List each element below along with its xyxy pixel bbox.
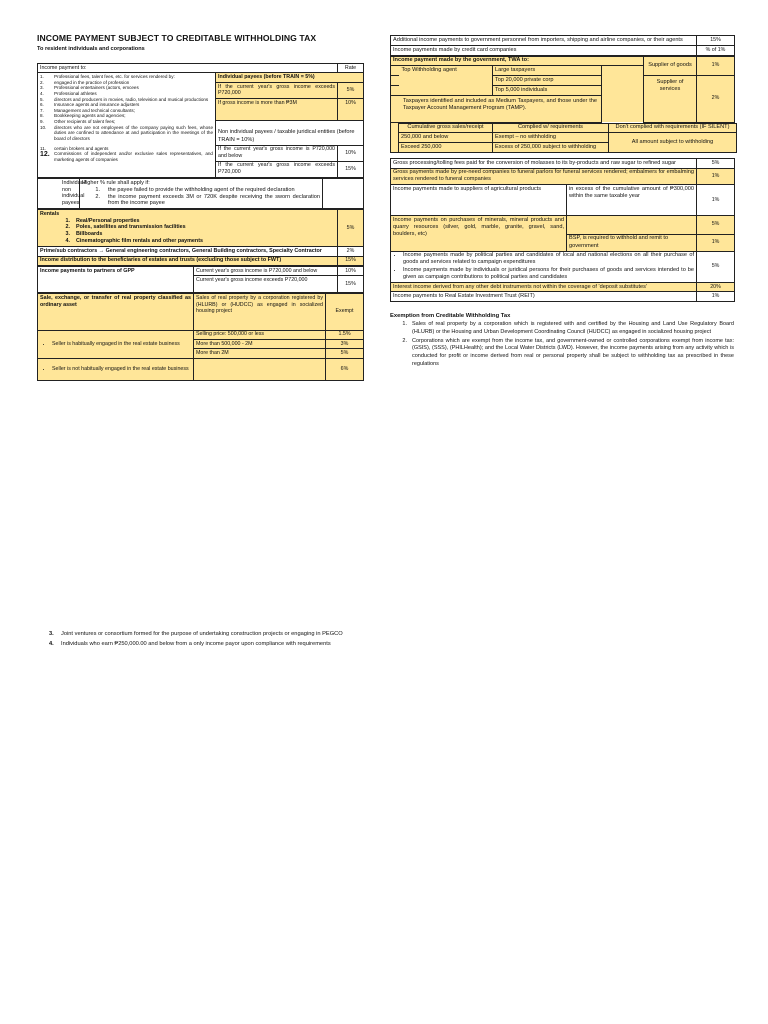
- exemption-number: 2.: [402, 337, 407, 344]
- professional-number: 2.: [40, 79, 44, 85]
- header-row: [38, 64, 364, 73]
- note-text: Individuals who earn ₱250,000.00 and below from a only income payor upon compliance with requirements: [61, 641, 331, 648]
- professional-item: [40, 125, 213, 142]
- professional-number: 12.: [40, 151, 50, 159]
- professionals-list: [40, 74, 213, 162]
- rental-item: [40, 224, 335, 231]
- exemption-title: Exemption from Creditable Withholding Tax: [390, 313, 511, 320]
- higher-rule-list: [82, 187, 320, 207]
- higher-rule-cell: [80, 178, 323, 208]
- income-payment-header: Income payment to:: [38, 64, 338, 73]
- tier-2-rate: 3%: [326, 339, 364, 348]
- credit-card-text: Income payments made by credit card companies: [391, 45, 697, 55]
- real-property-label: Sale, exchange, or transfer of real property classified as ordinary asset: [38, 293, 194, 330]
- professional-number: 5.: [40, 96, 44, 102]
- estates-text: Income distribution to the beneficiaries of estates and trusts (excluding those subject to FWT): [38, 256, 338, 266]
- gpp-table: [37, 266, 364, 293]
- reit-rate: 1%: [697, 292, 735, 302]
- professional-item: [40, 141, 213, 151]
- rental-number: 1.: [65, 217, 70, 224]
- professional-text: certain brokers and agents: [54, 145, 109, 151]
- withholding-table-right-top: [390, 35, 735, 56]
- higher-rule-empty: [323, 178, 364, 208]
- agri-rate: 1%: [697, 185, 735, 216]
- rental-item: [40, 231, 335, 238]
- agri-text: Income payments made to suppliers of agricultural products: [391, 185, 567, 216]
- all-amount-subject: All amount subject to withholding: [609, 133, 737, 153]
- importers-rate: 15%: [697, 36, 735, 46]
- rental-number: 2.: [65, 224, 70, 231]
- professional-text: Professional entertainers (actors, emcees: [54, 85, 139, 91]
- professional-number: 1.: [40, 74, 44, 80]
- note-text: Joint ventures or consortium formed for the purpose of undertaking construction projects or engaging in PEGCO: [61, 631, 343, 637]
- not-habitual-rate: 6%: [326, 358, 364, 381]
- political-cell: [391, 251, 697, 282]
- withholding-table-right-bottom: [390, 158, 735, 302]
- professionals-list-cell: [38, 73, 216, 177]
- rate-header: Rate: [338, 64, 364, 73]
- professional-number: 3.: [40, 85, 44, 91]
- professional-text: Professional fees, talent fees, etc. for services rendered by:: [54, 74, 175, 80]
- not-habitual-empty: [194, 358, 326, 381]
- medium-taxpayers: Taxpayers identified and included as Medium Taxpayers, and those under the Taxpayer Account Management Program (TAMP).: [391, 95, 602, 122]
- supplier-goods: Supplier of goods: [644, 56, 697, 76]
- bsp-note: BSP, is required to withhold and remit to government: [567, 234, 697, 251]
- rental-number: 4.: [65, 238, 70, 245]
- withholding-table-left: [37, 63, 364, 178]
- credit-card-rate: % of 1%: [697, 45, 735, 55]
- complied-header: Complied w/ requirements: [493, 123, 609, 133]
- exemption-number: 1.: [402, 321, 407, 328]
- higher-rule-text: the income payment exceeds 3M or 720K despite receiving the sworn declaration from the income payee: [108, 193, 320, 207]
- higher-rule-item: [82, 187, 320, 194]
- habitual-seller-cell: [38, 330, 194, 358]
- rental-text: Poles, satellites and transmission facilities: [76, 224, 186, 231]
- rental-text: Real/Personal properties: [76, 217, 140, 224]
- rental-item: [40, 238, 335, 245]
- top-withholding-agent: Top Withholding agent: [399, 66, 493, 95]
- minerals-rate-1: 5%: [697, 216, 735, 235]
- gov-indent: [391, 85, 399, 95]
- estates-rate: 15%: [338, 256, 364, 266]
- professional-text: Management and technical consultants;: [54, 107, 135, 113]
- rentals-rate: 5%: [338, 210, 364, 247]
- professional-text: engaged in the practice of profession: [54, 79, 130, 85]
- left-column: [37, 0, 363, 381]
- gov-spacer: [602, 66, 644, 122]
- higher-rule-payees: Individual/ non individual payees: [38, 178, 80, 208]
- professional-number: 11.: [40, 145, 47, 151]
- professional-number: 7.: [40, 107, 44, 113]
- agent-list-item: Top 5,000 individuals: [493, 85, 602, 95]
- government-payments-table: [390, 56, 735, 123]
- professional-item: [40, 151, 213, 162]
- not-complied-header: Don't complied with requirements (IF SILENT): [609, 123, 737, 133]
- rentals-label: Rentals: [40, 210, 60, 217]
- higher-rule-text: the payee failed to provide the withholding agent of the required declaration: [108, 186, 295, 193]
- contractors-text: Prime/sub contractors → General engineering contractors, General Building contractors, Specialty Contractor: [38, 247, 338, 257]
- tier-1-text: Selling price: 500,000 or less: [194, 330, 326, 339]
- cum-row-2-a: Exceed 250,000: [399, 143, 493, 153]
- note-number: 3.: [49, 631, 54, 637]
- note-number: 4.: [49, 641, 54, 648]
- professional-text: directors and producers in movies, radio, television and musical productions: [54, 96, 209, 102]
- rental-text: Billboards: [76, 231, 103, 238]
- political-rate: 5%: [697, 251, 735, 282]
- rentals-list: [40, 218, 335, 246]
- higher-rule-number: 1.: [95, 186, 100, 193]
- minerals-text: Income payments on purchases of minerals, mineral products and quarry resources (silver, gold, marble, granite, gravel, sand, boulders, etc): [391, 216, 567, 252]
- indiv-row-1-text: If the current year's gross income exceeds P720,000: [216, 82, 338, 98]
- minerals-rate-2: 1%: [697, 234, 735, 251]
- supplier-services: Supplier of services: [644, 76, 697, 123]
- gpp-row-2-rate: 15%: [338, 276, 364, 293]
- contractors-rate: 2%: [338, 247, 364, 257]
- exemption-text: Sales of real property by a corporation which is registered with and certified by the Housing and Land Use Regulatory Board (HLURB) or the Housing and Urban Development Coordinating Council (HUDCC) as engaged in socialized housing project: [412, 321, 734, 335]
- not-habitual-seller-cell: [38, 358, 194, 381]
- tier-2-text: More than 500,000 - 2M: [194, 339, 326, 348]
- professional-text: Commissions of independent and/or exclusive sales representatives, and marketing agents of companies: [54, 151, 213, 162]
- tier-1-rate: 1.5%: [326, 330, 364, 339]
- professional-text: Insurance agents and insurance adjusters: [54, 102, 140, 108]
- individual-payees-label: Individual payees (before TRAIN = 5%): [216, 73, 364, 82]
- professional-number: 10.: [40, 124, 47, 130]
- not-habitual-seller-text: • Seller is not habitually engaged in the real estate business: [52, 366, 191, 373]
- professional-number: 9.: [40, 118, 44, 124]
- gpp-row-1-text: Current year's gross income is P720,000 and below: [194, 267, 338, 276]
- agent-list-item: Top 20,000 private corp: [493, 76, 602, 86]
- indiv-row-1-rate: 5%: [338, 82, 364, 98]
- note-item: [49, 630, 379, 638]
- nonindividual-payees-label: Non individual payees / taxable juridical entities (before TRAIN = 10%): [216, 121, 364, 145]
- higher-rule-number: 2.: [95, 193, 100, 200]
- gov-indent: [391, 76, 399, 86]
- gov-label: Income payment made by the government, TWA to:: [391, 56, 644, 66]
- minerals-blank: [567, 216, 697, 235]
- professional-number: 8.: [40, 113, 44, 119]
- higher-rule-table: [37, 178, 364, 209]
- professional-text: Professional athletes: [54, 90, 97, 96]
- preneed-rate: 1%: [697, 168, 735, 185]
- real-property-table: [37, 293, 364, 381]
- molasses-rate: 5%: [697, 158, 735, 168]
- rental-number: 3.: [65, 231, 70, 238]
- cum-row-2-b: Excess of 250,000 subject to withholding: [493, 143, 609, 153]
- cumulative-header: Cumulative gross sales/receipt: [399, 123, 493, 133]
- note-item: [49, 640, 379, 648]
- agent-list-item: Large taxpayers: [493, 66, 602, 76]
- rentals-cell: [38, 210, 338, 247]
- professional-text: directors who are not employees of the company paying such fees, whose duties are confined to attendance at and participation in the meetings of the board of directors: [54, 124, 213, 141]
- higher-rule-item: [82, 194, 320, 208]
- professional-text: Bookkeeping agents and agencies;: [54, 113, 126, 119]
- nonindiv-row-1-text: If the current year's gross income is P720,000 and below: [216, 145, 338, 161]
- right-column: [390, 35, 734, 369]
- political-item: • Income payments made by individuals or juridical persons for their purchases of goods and services intended to be given as campaign contributions to political parties and candidates: [403, 267, 694, 281]
- interest-rate: 20%: [697, 282, 735, 292]
- page-title: INCOME PAYMENT SUBJECT TO CREDITABLE WITHHOLDING TAX: [37, 33, 317, 43]
- interest-text: Interest income derived from any other debt instruments not within the coverage of 'deposit substitutes': [391, 282, 697, 292]
- exemption-item: [390, 338, 734, 369]
- agri-condition: in excess of the cumulative amount of ₱300,000 within the same taxable year: [567, 185, 697, 216]
- indiv-row-2-text: If gross income is more than ₱3M: [216, 98, 338, 121]
- political-item: • Income payments made by political parties and candidates of local and national elections on all their purchase of goods and services related to campaign expenditures: [403, 252, 694, 266]
- tier-3-text: More than 2M: [194, 349, 326, 358]
- professional-number: 6.: [40, 102, 44, 108]
- page-subtitle: To resident individuals and corporations: [37, 46, 145, 52]
- continued-notes: [49, 630, 379, 651]
- nonindiv-row-2-rate: 15%: [338, 161, 364, 177]
- rental-text: Cinematographic film rentals and other payments: [76, 238, 204, 245]
- nonindiv-row-2-text: If the current year's gross income exceeds P720,000: [216, 161, 338, 177]
- tier-3-rate: 5%: [326, 349, 364, 358]
- professional-text: Other recipients of talent fees;: [54, 118, 116, 124]
- supplier-goods-rate: 1%: [697, 56, 735, 76]
- hlurb-sales-text: Sales of real property by a corporation registered by (HLURB) or (HUDCC) as engaged in socialized housing project: [194, 293, 326, 330]
- hlurb-sales-rate: Exempt: [326, 293, 364, 330]
- gpp-row-1-rate: 10%: [338, 267, 364, 276]
- exemption-item: [390, 321, 734, 336]
- preneed-text: Gross payments made by pre-need companies to funeral parlors for funeral services rendered; embalmers for embalming services rendered to funeral companies: [391, 168, 697, 185]
- rental-item: [40, 218, 335, 225]
- supplier-services-rate: 2%: [697, 76, 735, 123]
- other-payments-table-left: [37, 209, 364, 266]
- cum-indent: [391, 123, 399, 152]
- cum-row-1-a: 250,000 and below: [399, 133, 493, 143]
- gpp-label: Income payments to partners of GPP: [38, 267, 194, 293]
- exemption-text: Corporations which are exempt from the income tax, and government-owned or controlled corporations exempt from income tax: (GSIS), (SSS), (PHILHealth); and the Local Water Districts (LWD). However, the income payments arising from any activity which is conducted for profit or income derived from real or personal property shall be subject to withholding tax as prescribed in these regulations: [412, 337, 734, 367]
- higher-rule-title: Higher % rule shall apply if:: [82, 179, 150, 186]
- molasses-text: Gross processing/tolling fees paid for the conversion of molasses to its by-products and raw sugar to refined sugar: [391, 158, 697, 168]
- cumulative-sales-table: [390, 123, 737, 153]
- professional-number: 4.: [40, 90, 44, 96]
- gpp-row-2-text: Current year's gross income exceeds P720,000: [194, 276, 338, 293]
- importers-text: Additional income payments to government personnel from importers, shipping and airline companies, or their agents: [391, 36, 697, 46]
- indiv-row-2-rate: 10%: [338, 98, 364, 121]
- habitual-seller-text: • Seller is habitually engaged in the real estate business: [52, 341, 191, 348]
- gov-indent: [391, 66, 399, 76]
- cum-row-1-b: Exempt – no withholding: [493, 133, 609, 143]
- nonindiv-row-1-rate: 10%: [338, 145, 364, 161]
- reit-text: Income payments to Real Estate Investment Trust (REIT): [391, 292, 697, 302]
